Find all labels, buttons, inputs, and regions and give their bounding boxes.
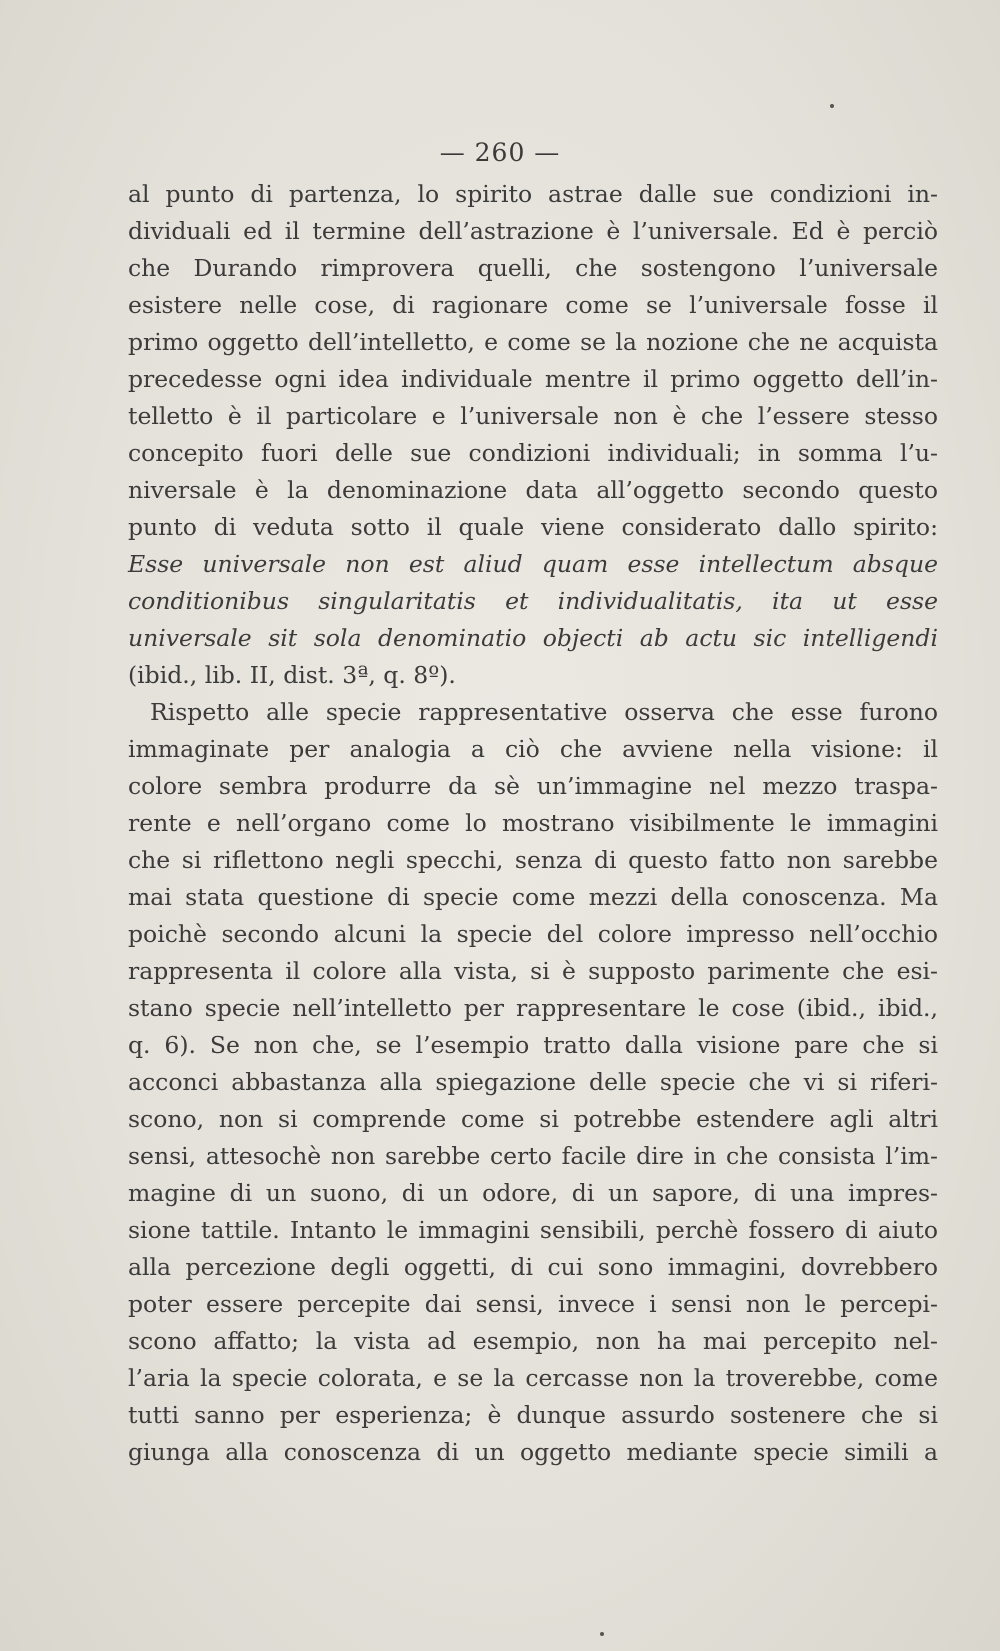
latin-quote-line: conditionibus singularitatis et individualitatis, ita ut esse [128, 587, 938, 615]
text-line: sione tattile. Intanto le immagini sensibili, perchè fossero di aiuto [128, 1216, 938, 1244]
text-line: immaginate per analogia a ciò che avviene nella visione: il [128, 735, 938, 763]
text-line: alla percezione degli oggetti, di cui sono immagini, dovrebbero [128, 1253, 938, 1281]
ink-speck [830, 104, 834, 108]
text-line: l’aria la specie colorata, e se la cercasse non la troverebbe, come [128, 1364, 938, 1392]
text-line: scono affatto; la vista ad esempio, non ha mai percepito nel- [128, 1327, 938, 1355]
text-line: scono, non si comprende come si potrebbe estendere agli altri [128, 1105, 938, 1133]
body-text [128, 176, 938, 1471]
text-line: tutti sanno per esperienza; è dunque assurdo sostenere che si [128, 1401, 938, 1429]
text-line: magine di un suono, di un odore, di un sapore, di una impres- [128, 1179, 938, 1207]
latin-quote-line: Esse universale non est aliud quam esse intellectum absque [128, 550, 938, 578]
text-line: concepito fuori delle sue condizioni individuali; in somma l’u- [128, 439, 938, 467]
text-line: dividuali ed il termine dell’astrazione è l’universale. Ed è perciò [128, 217, 938, 245]
citation-line: (ibid., lib. II, dist. 3ª, q. 8º). [128, 661, 456, 689]
paragraph-start-line: Rispetto alle specie rappresentative osserva che esse furono [150, 698, 938, 726]
text-line: esistere nelle cose, di ragionare come se l’universale fosse il [128, 291, 938, 319]
text-line: precedesse ogni idea individuale mentre il primo oggetto dell’in- [128, 365, 938, 393]
text-line: sensi, attesochè non sarebbe certo facile dire in che consista l’im- [128, 1142, 938, 1170]
text-line: mai stata questione di specie come mezzi della conoscenza. Ma [128, 883, 938, 911]
page-number: — 260 — [439, 138, 561, 167]
text-line: rente e nell’organo come lo mostrano visibilmente le immagini [128, 809, 938, 837]
text-line: che Durando rimprovera quelli, che sostengono l’universale [128, 254, 938, 282]
latin-quote-line: universale sit sola denominatio objecti ab actu sic intelligendi [128, 624, 938, 652]
text-line: niversale è la denominazione data all’oggetto secondo questo [128, 476, 938, 504]
ink-speck [600, 1632, 604, 1636]
text-line: che si riflettono negli specchi, senza di questo fatto non sarebbe [128, 846, 938, 874]
text-line: primo oggetto dell’intelletto, e come se la nozione che ne acquista [128, 328, 938, 356]
text-line: rappresenta il colore alla vista, si è supposto parimente che esi- [128, 957, 938, 985]
text-line: punto di veduta sotto il quale viene considerato dallo spirito: [128, 513, 938, 541]
text-line: poter essere percepite dai sensi, invece i sensi non le percepi- [128, 1290, 938, 1318]
text-line: colore sembra produrre da sè un’immagine nel mezzo traspa- [128, 772, 938, 800]
text-line: telletto è il particolare e l’universale non è che l’essere stesso [128, 402, 938, 430]
text-line: q. 6). Se non che, se l’esempio tratto dalla visione pare che si [128, 1031, 938, 1059]
text-line: poichè secondo alcuni la specie del colore impresso nell’occhio [128, 920, 938, 948]
text-line: acconci abbastanza alla spiegazione delle specie che vi si riferi- [128, 1068, 938, 1096]
text-line: stano specie nell’intelletto per rappresentare le cose (ibid., ibid., [128, 994, 938, 1022]
text-line: al punto di partenza, lo spirito astrae dalle sue condizioni in- [128, 180, 938, 208]
text-line: giunga alla conoscenza di un oggetto mediante specie simili a [128, 1438, 938, 1466]
